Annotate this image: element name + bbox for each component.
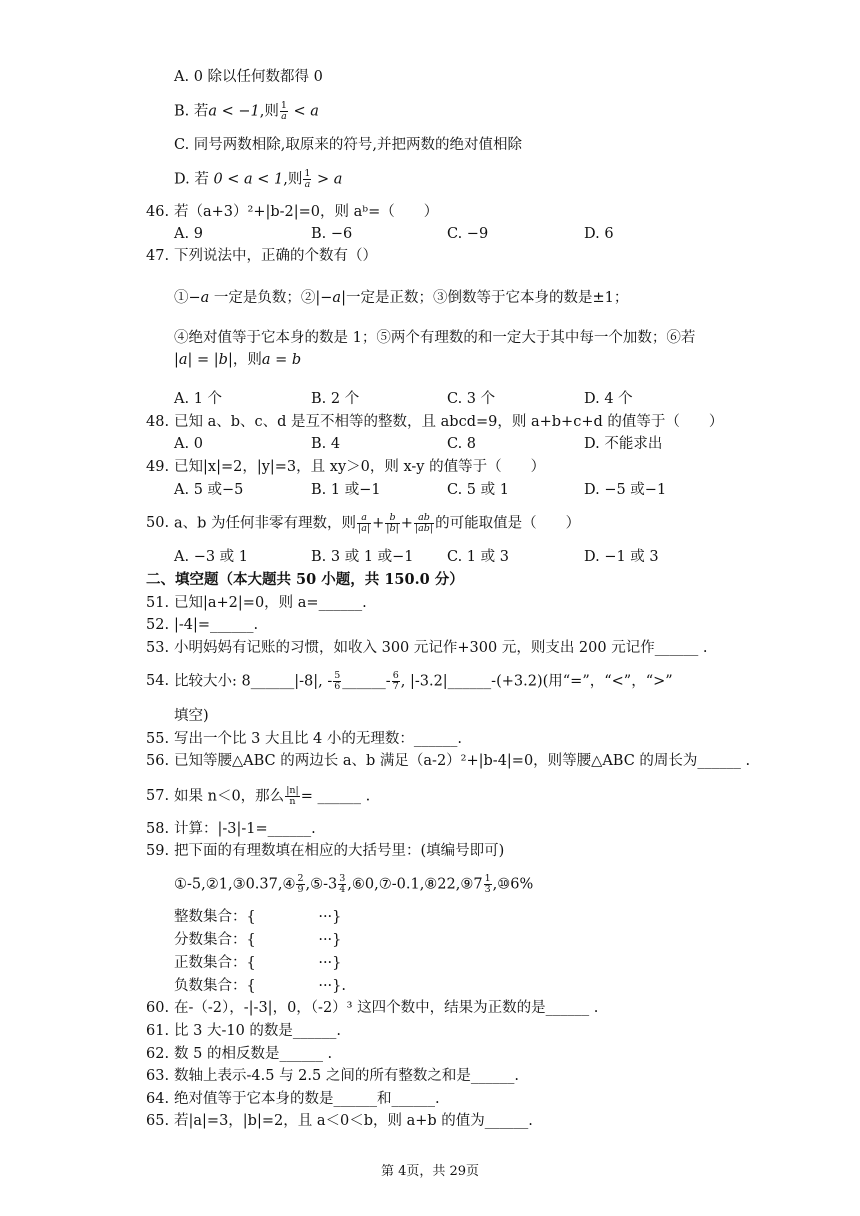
q51-text: 已知|a+2|=0，则 a=______. bbox=[174, 595, 367, 611]
plus-sign: + bbox=[400, 515, 413, 532]
q60-text: 在-（-2），-|-3|，0，（-2）³ 这四个数中，结果为正数的是______ . bbox=[174, 1000, 599, 1016]
q50-number: 50. bbox=[146, 515, 170, 531]
q50-fraction-1 bbox=[357, 513, 371, 534]
q59-number: 59. bbox=[146, 843, 170, 859]
q49-option-c: C. 5 或 1 bbox=[447, 482, 509, 498]
q47-statement-line3: |𝑎| = |𝑏|，则𝑎 = 𝑏 bbox=[174, 352, 302, 368]
frac-denominator: |𝑎𝑏| bbox=[414, 523, 434, 534]
frac-numerator: 5 bbox=[334, 670, 341, 681]
q47-stem: 下列说法中，正确的个数有（） bbox=[174, 248, 377, 264]
q50-fraction-3 bbox=[414, 513, 434, 534]
q46-option-b: B. −6 bbox=[311, 226, 353, 242]
q59-items-part4: ,⑩6% bbox=[492, 876, 534, 893]
q57-suffix: = ______ . bbox=[300, 788, 371, 805]
q47-statement-line1: ①−𝑎 一定是负数；②|−𝑎|一定是正数；③倒数等于它本身的数是±1； bbox=[174, 290, 629, 306]
q45-d-fraction bbox=[303, 169, 311, 190]
frac-denominator: 4 bbox=[339, 884, 346, 895]
q45-d-then: ,则 bbox=[283, 171, 303, 188]
q59-items-part2: ,⑤-3 bbox=[305, 876, 338, 893]
frac-numerator: 1 bbox=[484, 873, 491, 884]
frac-denominator: 3 bbox=[484, 884, 491, 895]
q47-option-b: B. 2 个 bbox=[311, 391, 360, 407]
q57-number: 57. bbox=[146, 788, 170, 804]
q59-set-integers: 整数集合：{ ···} bbox=[174, 909, 342, 925]
q63-number: 63. bbox=[146, 1068, 170, 1084]
q48-number: 48. bbox=[146, 414, 170, 430]
q50-fraction-2 bbox=[385, 513, 399, 534]
q45-d-tail: > 𝑎 bbox=[312, 171, 343, 188]
q59-items-part1: ①-5,②1,③0.37,④ bbox=[174, 876, 296, 893]
frac-numerator: 𝑏 bbox=[385, 513, 399, 524]
q45-option-c: C. 同号两数相除,取原来的符号,并把两数的绝对值相除 bbox=[174, 137, 523, 153]
q59-set-negatives: 负数集合：{ ···}. bbox=[174, 978, 346, 994]
q46-number: 46. bbox=[146, 204, 170, 220]
q50-option-c: C. 1 或 3 bbox=[447, 549, 509, 565]
q48-option-c: C. 8 bbox=[447, 436, 477, 452]
q45-b-tail: < 𝑎 bbox=[288, 103, 319, 120]
q45-b-then: ,则 bbox=[259, 103, 279, 120]
q54-suffix: , |-3.2|______-(+3.2)(用“=”，“<”，“>” bbox=[400, 673, 673, 690]
q47-statement-line2: ④绝对值等于它本身的数是 1；⑤两个有理数的和一定大于其中每一个加数；⑥若 bbox=[174, 330, 696, 346]
q47-option-a: A. 1 个 bbox=[174, 391, 223, 407]
q50-stem bbox=[174, 513, 580, 534]
q49-option-d: D. −5 或−1 bbox=[584, 482, 667, 498]
q49-number: 49. bbox=[146, 459, 170, 475]
q55-text: 写出一个比 3 大且比 4 小的无理数：______. bbox=[174, 731, 462, 747]
q48-option-d: D. 不能求出 bbox=[584, 436, 663, 452]
frac-numerator: 3 bbox=[339, 873, 346, 884]
q52-number: 52. bbox=[146, 617, 170, 633]
q65-text: 若|a|=3，|b|=2，且 a＜0＜b，则 a+b 的值为______. bbox=[174, 1113, 533, 1129]
frac-numerator: 1 bbox=[280, 100, 287, 111]
q47-number: 47. bbox=[146, 248, 170, 264]
frac-denominator: 𝑎 bbox=[281, 111, 287, 122]
q54-fraction-2 bbox=[392, 671, 400, 692]
q49-stem: 已知|x|=2，|y|=3，且 xy＞0，则 x-y 的值等于（ ） bbox=[174, 459, 546, 475]
q59-fraction-3 bbox=[484, 874, 492, 895]
frac-denominator: 𝑎 bbox=[304, 179, 311, 190]
q64-text: 绝对值等于它本身的数是______和______. bbox=[174, 1091, 440, 1107]
q61-text: 比 3 大-10 的数是______. bbox=[174, 1023, 342, 1039]
q62-number: 62. bbox=[146, 1046, 170, 1062]
q49-option-b: B. 1 或−1 bbox=[311, 482, 381, 498]
section-heading-fill-in: 二、填空题（本大题共 50 小题，共 150.0 分） bbox=[146, 571, 464, 588]
q65-number: 65. bbox=[146, 1113, 170, 1129]
q47-option-d: D. 4 个 bbox=[584, 391, 633, 407]
q57-fraction bbox=[285, 786, 300, 807]
q53-number: 53. bbox=[146, 640, 170, 656]
q56-text: 已知等腰△ABC 的两边长 a、b 满足（a-2）²+|b-4|=0，则等腰△ABC 的周长为______ . bbox=[174, 753, 751, 769]
q60-number: 60. bbox=[146, 1000, 170, 1016]
q49-option-a: A. 5 或−5 bbox=[174, 482, 244, 498]
q45-d-condition: 0 < 𝑎 < 1 bbox=[213, 171, 284, 188]
q54-number: 54. bbox=[146, 673, 170, 689]
q59-fraction-1 bbox=[296, 874, 304, 895]
q64-number: 64. bbox=[146, 1091, 170, 1107]
q59-set-fractions: 分数集合：{ ···} bbox=[174, 932, 342, 948]
q58-text: 计算：|-3|-1=______. bbox=[174, 821, 316, 837]
frac-denominator: 6 bbox=[334, 681, 341, 692]
frac-denominator: n bbox=[289, 796, 296, 807]
q59-items-part3: ,⑥0,⑦-0.1,⑧22,⑨7 bbox=[347, 876, 483, 893]
q54-prefix: 比较大小: 8______|-8|, - bbox=[174, 673, 333, 690]
q45-option-b bbox=[174, 101, 319, 122]
frac-numerator: 𝑎𝑏 bbox=[414, 513, 434, 524]
q54-middle: ______- bbox=[342, 673, 391, 690]
q45-option-d bbox=[174, 169, 342, 190]
frac-numerator: 6 bbox=[392, 670, 399, 681]
q50-option-a: A. −3 或 1 bbox=[174, 549, 249, 565]
q57-text bbox=[174, 786, 370, 807]
frac-numerator: |n| bbox=[286, 785, 299, 796]
q59-fraction-2 bbox=[338, 874, 346, 895]
q59-items bbox=[174, 874, 533, 895]
frac-numerator: 1 bbox=[304, 168, 311, 179]
plus-sign: + bbox=[372, 515, 385, 532]
q54-text bbox=[174, 671, 673, 692]
q50-option-b: B. 3 或 1 或−1 bbox=[311, 549, 414, 565]
q46-option-c: C. −9 bbox=[447, 226, 489, 242]
q48-option-a: A. 0 bbox=[174, 436, 203, 452]
q57-prefix: 如果 n＜0，那么 bbox=[174, 788, 285, 805]
q46-option-a: A. 9 bbox=[174, 226, 203, 242]
frac-denominator: |𝑏| bbox=[386, 523, 399, 534]
q53-text: 小明妈妈有记账的习惯，如收入 300 元记作+300 元，则支出 200 元记作______ . bbox=[174, 640, 708, 656]
q47-option-c: C. 3 个 bbox=[447, 391, 496, 407]
q56-number: 56. bbox=[146, 753, 170, 769]
q52-text: |-4|=______. bbox=[174, 617, 259, 633]
q45-option-a: A. 0 除以任何数都得 0 bbox=[174, 69, 323, 85]
q45-b-condition: 𝑎 < −1 bbox=[208, 103, 260, 120]
q55-number: 55. bbox=[146, 731, 170, 747]
frac-denominator: 9 bbox=[297, 884, 304, 895]
q46-stem: 若（a+3）²+|b-2|=0，则 aᵇ=（ ） bbox=[174, 204, 439, 220]
q46-option-d: D. 6 bbox=[584, 226, 614, 242]
frac-denominator: 7 bbox=[392, 681, 399, 692]
q59-set-positives: 正数集合：{ ···} bbox=[174, 955, 342, 971]
q45-b-fraction bbox=[280, 101, 288, 122]
q48-option-b: B. 4 bbox=[311, 436, 341, 452]
page-footer: 第 4页，共 29页 bbox=[380, 1164, 480, 1179]
q59-stem: 把下面的有理数填在相应的大括号里：(填编号即可) bbox=[174, 843, 505, 859]
q54-text-line2: 填空) bbox=[174, 708, 209, 724]
frac-numerator: 2 bbox=[297, 873, 304, 884]
q61-number: 61. bbox=[146, 1023, 170, 1039]
frac-numerator: 𝑎 bbox=[357, 513, 371, 524]
q50-stem-suffix: 的可能取值是（ ） bbox=[435, 515, 581, 532]
q50-option-d: D. −1 或 3 bbox=[584, 549, 659, 565]
frac-denominator: |𝑎| bbox=[358, 523, 371, 534]
q51-number: 51. bbox=[146, 595, 170, 611]
q54-fraction-1 bbox=[333, 671, 341, 692]
q48-stem: 已知 a、b、c、d 是互不相等的整数，且 abcd=9，则 a+b+c+d 的值等于（ ） bbox=[174, 414, 724, 430]
q50-stem-prefix: a、b 为任何非零有理数，则 bbox=[174, 515, 357, 532]
q63-text: 数轴上表示-4.5 与 2.5 之间的所有整数之和是______. bbox=[174, 1068, 519, 1084]
q58-number: 58. bbox=[146, 821, 170, 837]
q62-text: 数 5 的相反数是______ . bbox=[174, 1046, 333, 1062]
q45-b-prefix: B. 若 bbox=[174, 103, 209, 120]
q45-d-prefix: D. 若 bbox=[174, 171, 214, 188]
